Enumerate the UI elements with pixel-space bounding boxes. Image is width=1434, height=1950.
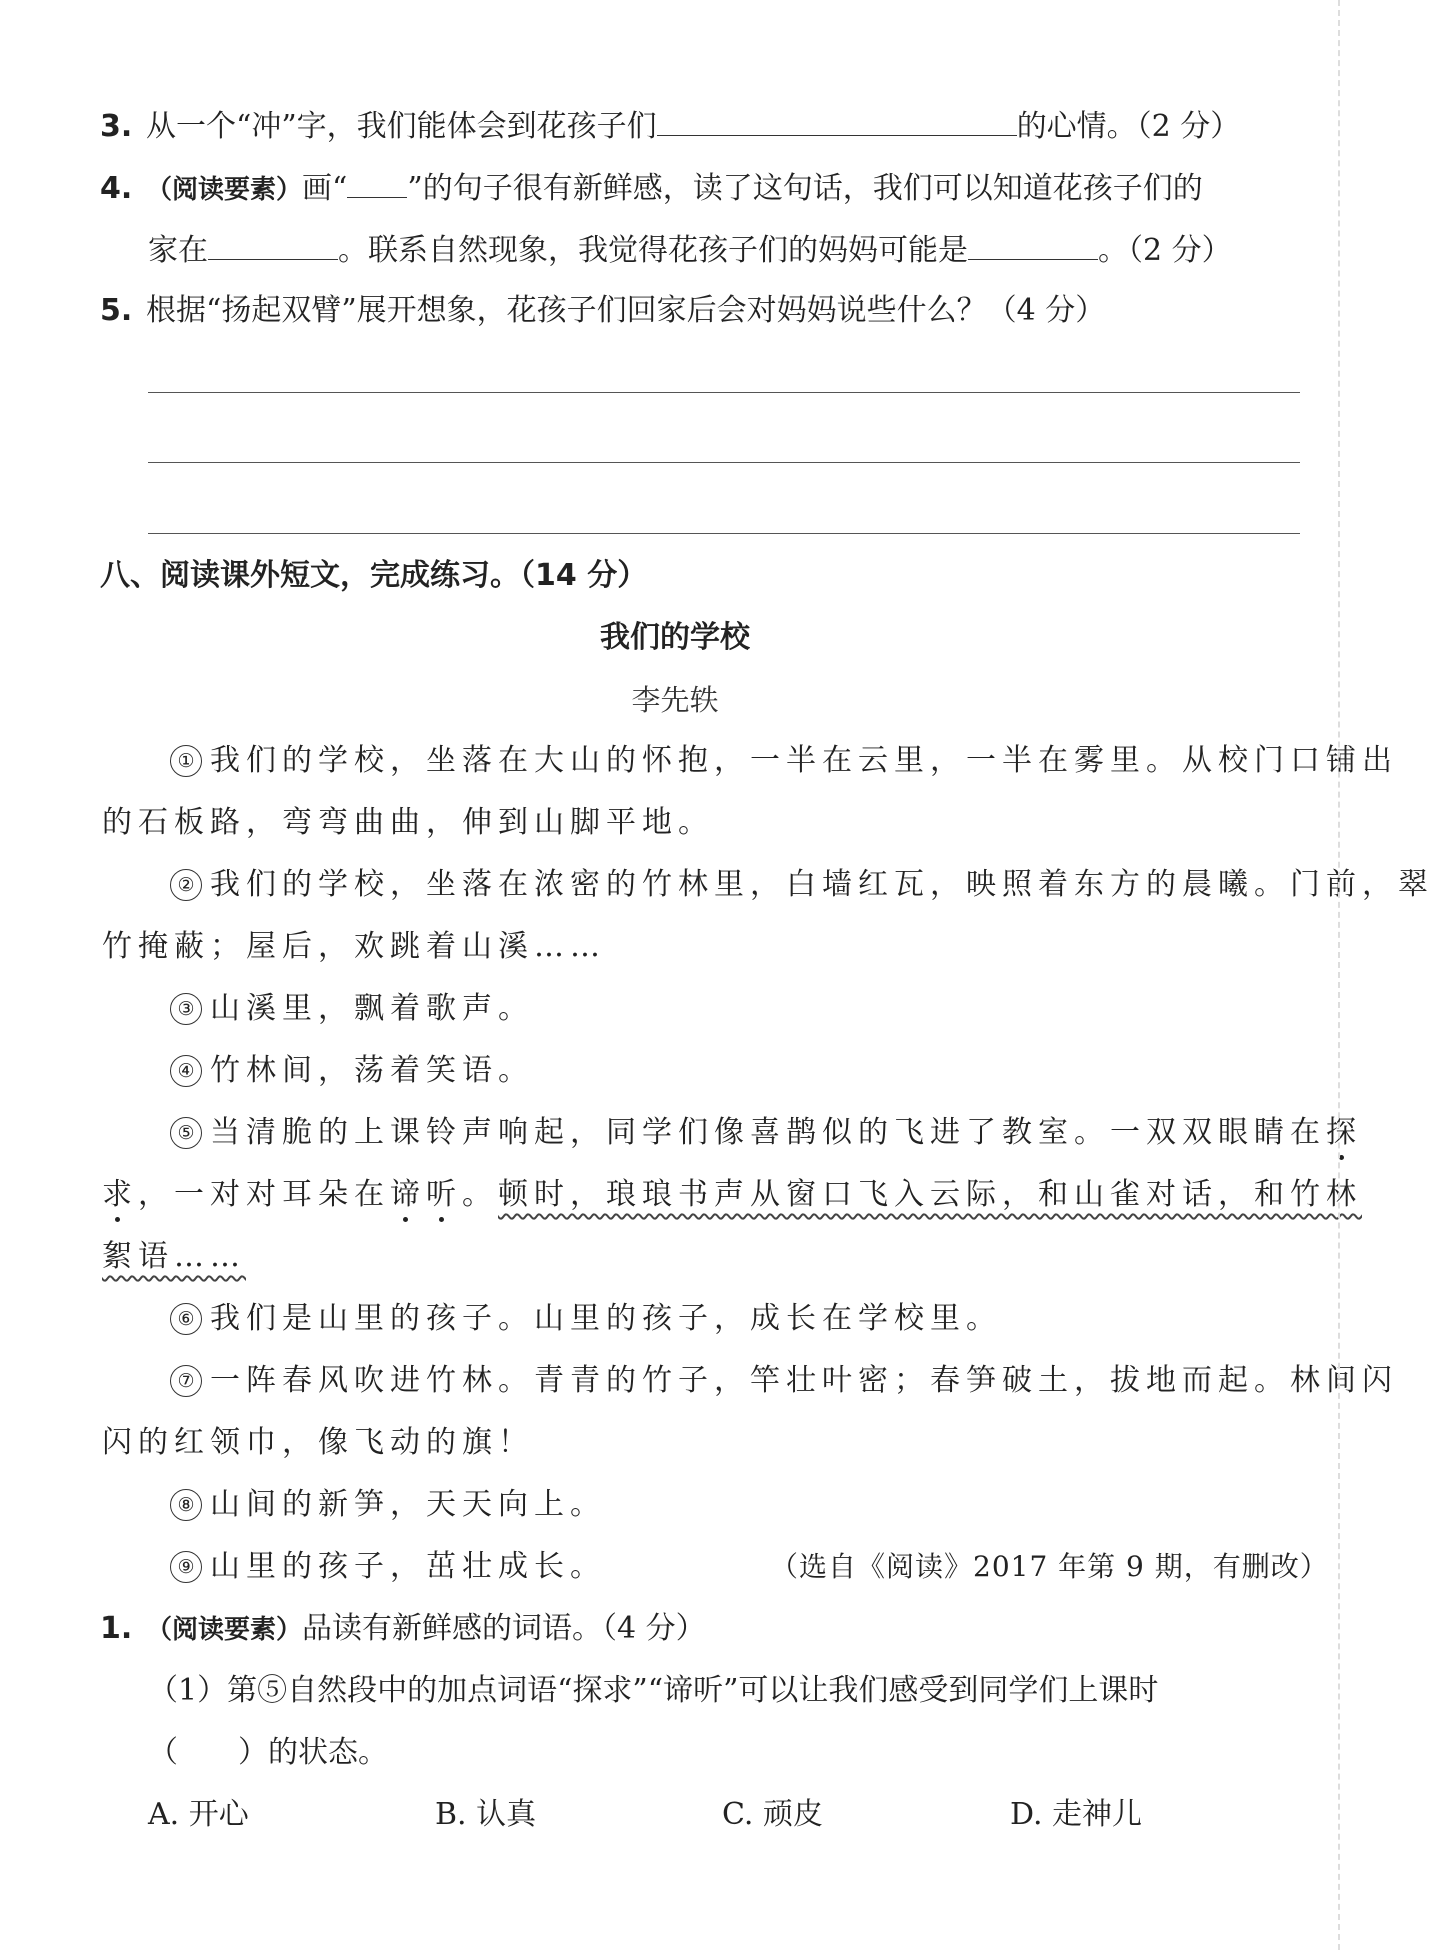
question-4 [100, 167, 1203, 210]
paragraph-2 [170, 865, 1434, 905]
paragraph-7 [170, 1361, 1398, 1401]
paragraph-text: 当清脆的上课铃声响起，同学们像喜鹊似的飞进了教室。一双双眼睛在 [210, 1115, 1326, 1150]
question-text: 的心情。（2 分） [1016, 109, 1241, 144]
paragraph-5-cont [102, 1175, 1362, 1215]
paragraph-text: 我们的学校，坐落在浓密的竹林里，白墙红瓦，映照着东方的晨曦。门前，翠 [210, 867, 1434, 902]
paragraph-text: 一阵春风吹进竹林。青青的竹子，竿壮叶密；春笋破土，拔地而起。林间闪 [210, 1363, 1398, 1398]
section-heading: 八、阅读课外短文，完成练习。（14 分） [100, 558, 648, 593]
question-text: 。联系自然现象，我觉得花孩子们的妈妈可能是 [338, 233, 968, 268]
paragraph-number: ③ [170, 993, 202, 1025]
paragraph-text: ，一对对耳朵在 [138, 1177, 390, 1212]
paragraph-1 [170, 741, 1398, 781]
question-text: ”的句子很有新鲜感，读了这句话，我们可以知道花孩子们的 [407, 171, 1203, 206]
paragraph-1-cont: 的石板路，弯弯曲曲，伸到山脚平地。 [102, 805, 714, 840]
option-b[interactable]: B. 认真 [435, 1797, 537, 1832]
emphasis-dot-char: 谛 [390, 1177, 426, 1212]
paragraph-text: 山里的孩子，茁壮成长。 [210, 1549, 606, 1584]
paragraph-4 [170, 1051, 534, 1091]
question-4-line-2 [148, 229, 1232, 271]
paragraph-number: ⑨ [170, 1551, 202, 1583]
subquestion-1: （1）第⑤自然段中的加点词语“探求”“谛听”可以让我们感受到同学们上课时 [148, 1673, 1159, 1708]
wavy-underlined-sentence: 顿时，琅琅书声从窗口飞入云际，和山雀对话，和竹林 [498, 1177, 1362, 1212]
question-8-1 [100, 1609, 706, 1650]
question-number: 4. [100, 171, 133, 206]
wavy-underlined-sentence: 絮语…… [102, 1239, 246, 1274]
paragraph-number: ⑧ [170, 1489, 202, 1521]
question-text: 画“ [302, 171, 348, 206]
paragraph-text: 。 [462, 1177, 498, 1212]
question-text: 家在 [148, 233, 208, 268]
paragraph-2-cont: 竹掩蔽；屋后，欢跳着山溪…… [102, 929, 606, 964]
emphasis-dot-char: 求 [102, 1177, 138, 1212]
paragraph-6 [170, 1299, 1002, 1339]
paragraph-number: ⑤ [170, 1117, 202, 1149]
paragraph-text: 我们的学校，坐落在大山的怀抱，一半在云里，一半在雾里。从校门口铺出 [210, 743, 1398, 778]
question-text: 品读有新鲜感的词语。（4 分） [302, 1611, 706, 1646]
paragraph-5-cont-2 [102, 1237, 246, 1277]
question-text: 。（2 分） [1098, 233, 1232, 268]
question-5 [100, 291, 1105, 331]
question-text: 根据“扬起双臂”展开想象，花孩子们回家后会对妈妈说些什么？（4 分） [146, 293, 1106, 328]
paragraph-text: 竹林间，荡着笑语。 [210, 1053, 534, 1088]
emphasis-dot-char: 探 [1326, 1115, 1362, 1150]
paragraph-9 [170, 1547, 606, 1587]
paragraph-8 [170, 1485, 606, 1525]
answer-blank[interactable] [657, 105, 1017, 136]
source-citation: （选自《阅读》2017 年第 9 期，有删改） [770, 1550, 1329, 1583]
answer-line[interactable] [148, 462, 1300, 463]
emphasis-dot-char: 听 [426, 1177, 462, 1212]
paragraph-number: ⑥ [170, 1303, 202, 1335]
paragraph-number: ⑦ [170, 1365, 202, 1397]
question-tag: （阅读要素） [146, 175, 303, 205]
paragraph-number: ④ [170, 1055, 202, 1087]
passage-title: 我们的学校 [600, 620, 750, 655]
paragraph-number: ② [170, 869, 202, 901]
paragraph-text: 我们是山里的孩子。山里的孩子，成长在学校里。 [210, 1301, 1002, 1336]
paragraph-number: ① [170, 745, 202, 777]
option-c[interactable]: C. 顽皮 [722, 1797, 823, 1832]
option-d[interactable]: D. 走神儿 [1010, 1797, 1143, 1832]
answer-blank[interactable] [347, 167, 407, 198]
answer-blank[interactable] [968, 229, 1098, 260]
paragraph-5 [170, 1113, 1362, 1153]
answer-line[interactable] [148, 533, 1300, 534]
answer-blank[interactable] [208, 229, 338, 260]
subquestion-1-cont: （ ）的状态。 [148, 1735, 388, 1770]
question-number: 3. [100, 109, 133, 144]
paragraph-7-cont: 闪的红领巾，像飞动的旗！ [102, 1425, 534, 1460]
passage-author: 李先轶 [631, 683, 719, 717]
question-tag: （阅读要素） [146, 1615, 303, 1645]
paragraph-text: 山溪里，飘着歌声。 [210, 991, 534, 1026]
option-a[interactable]: A. 开心 [148, 1797, 249, 1832]
paragraph-text: 山间的新笋，天天向上。 [210, 1487, 606, 1522]
answer-line[interactable] [148, 392, 1300, 393]
question-3 [100, 105, 1240, 147]
question-text: 从一个“冲”字，我们能体会到花孩子们 [146, 109, 657, 144]
question-number: 5. [100, 293, 133, 328]
question-number: 1. [100, 1611, 133, 1646]
page-edge-divider [1338, 0, 1340, 1950]
paragraph-3 [170, 989, 534, 1029]
